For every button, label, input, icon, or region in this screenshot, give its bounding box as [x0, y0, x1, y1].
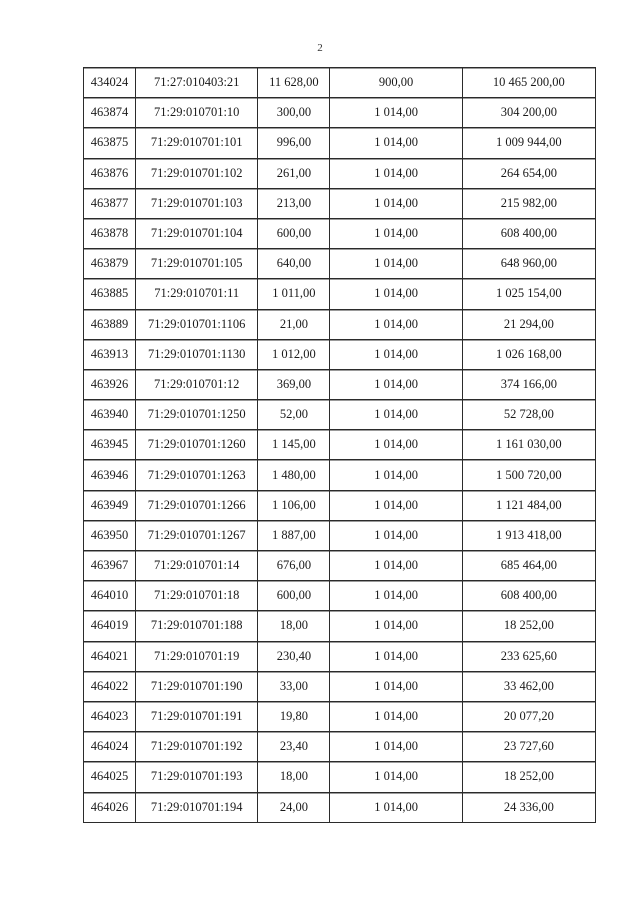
cell-area: 24,00 [258, 792, 330, 822]
cell-record-id: 463885 [84, 279, 136, 309]
cell-cadastral-number: 71:29:010701:1266 [136, 490, 258, 520]
cell-total-value: 264 654,00 [462, 158, 595, 188]
cell-cadastral-number: 71:29:010701:18 [136, 581, 258, 611]
table-row [84, 460, 596, 490]
cell-rate: 1 014,00 [330, 249, 462, 279]
cell-area: 52,00 [258, 400, 330, 430]
cell-cadastral-number: 71:29:010701:102 [136, 158, 258, 188]
table-row [84, 218, 596, 248]
cell-rate: 1 014,00 [330, 339, 462, 369]
cell-area: 640,00 [258, 249, 330, 279]
cell-cadastral-number: 71:29:010701:192 [136, 732, 258, 762]
cell-rate: 1 014,00 [330, 490, 462, 520]
cell-area: 996,00 [258, 128, 330, 158]
cell-record-id: 464024 [84, 732, 136, 762]
cell-rate: 1 014,00 [330, 128, 462, 158]
cell-total-value: 23 727,60 [462, 732, 595, 762]
table-row [84, 430, 596, 460]
cell-area: 230,40 [258, 641, 330, 671]
cell-area: 600,00 [258, 218, 330, 248]
table-row [84, 279, 596, 309]
table-row [84, 339, 596, 369]
cell-rate: 1 014,00 [330, 430, 462, 460]
table-row [84, 98, 596, 128]
cell-area: 33,00 [258, 671, 330, 701]
land-plots-table [83, 67, 596, 823]
cell-cadastral-number: 71:29:010701:10 [136, 98, 258, 128]
cell-cadastral-number: 71:29:010701:11 [136, 279, 258, 309]
cell-record-id: 464021 [84, 641, 136, 671]
cell-cadastral-number: 71:29:010701:101 [136, 128, 258, 158]
cell-total-value: 33 462,00 [462, 671, 595, 701]
cell-total-value: 685 464,00 [462, 551, 595, 581]
cell-rate: 1 014,00 [330, 188, 462, 218]
table-row [84, 369, 596, 399]
cell-area: 23,40 [258, 732, 330, 762]
table-row [84, 309, 596, 339]
cell-cadastral-number: 71:29:010701:1260 [136, 430, 258, 460]
cell-area: 18,00 [258, 762, 330, 792]
cell-area: 369,00 [258, 369, 330, 399]
cell-total-value: 10 465 200,00 [462, 68, 595, 98]
table-row [84, 188, 596, 218]
cell-total-value: 20 077,20 [462, 701, 595, 731]
table-row [84, 68, 596, 98]
table-row [84, 611, 596, 641]
table-row [84, 520, 596, 550]
cell-area: 261,00 [258, 158, 330, 188]
table-row [84, 792, 596, 822]
table-body [84, 68, 596, 823]
cell-cadastral-number: 71:29:010701:104 [136, 218, 258, 248]
cell-rate: 1 014,00 [330, 218, 462, 248]
cell-total-value: 24 336,00 [462, 792, 595, 822]
cell-total-value: 648 960,00 [462, 249, 595, 279]
table-row [84, 581, 596, 611]
cell-area: 213,00 [258, 188, 330, 218]
page-number: 2 [317, 42, 323, 54]
cell-area: 18,00 [258, 611, 330, 641]
cell-area: 21,00 [258, 309, 330, 339]
cell-record-id: 463877 [84, 188, 136, 218]
cell-record-id: 463875 [84, 128, 136, 158]
cell-rate: 1 014,00 [330, 98, 462, 128]
cell-record-id: 464019 [84, 611, 136, 641]
cell-area: 1 480,00 [258, 460, 330, 490]
cell-record-id: 464025 [84, 762, 136, 792]
cell-cadastral-number: 71:29:010701:19 [136, 641, 258, 671]
cell-total-value: 1 500 720,00 [462, 460, 595, 490]
cell-rate: 1 014,00 [330, 369, 462, 399]
cell-cadastral-number: 71:29:010701:191 [136, 701, 258, 731]
cell-record-id: 463889 [84, 309, 136, 339]
cell-record-id: 464010 [84, 581, 136, 611]
cell-rate: 1 014,00 [330, 671, 462, 701]
cell-total-value: 608 400,00 [462, 218, 595, 248]
cell-record-id: 463940 [84, 400, 136, 430]
cell-record-id: 463946 [84, 460, 136, 490]
cell-rate: 1 014,00 [330, 279, 462, 309]
cell-cadastral-number: 71:27:010403:21 [136, 68, 258, 98]
cell-record-id: 463945 [84, 430, 136, 460]
cell-record-id: 463879 [84, 249, 136, 279]
cell-cadastral-number: 71:29:010701:190 [136, 671, 258, 701]
cell-cadastral-number: 71:29:010701:194 [136, 792, 258, 822]
cell-total-value: 1 121 484,00 [462, 490, 595, 520]
cell-record-id: 464022 [84, 671, 136, 701]
cell-total-value: 1 913 418,00 [462, 520, 595, 550]
cell-total-value: 233 625,60 [462, 641, 595, 671]
cell-rate: 900,00 [330, 68, 462, 98]
cell-total-value: 52 728,00 [462, 400, 595, 430]
cell-total-value: 1 026 168,00 [462, 339, 595, 369]
cell-cadastral-number: 71:29:010701:1250 [136, 400, 258, 430]
cell-rate: 1 014,00 [330, 309, 462, 339]
cell-area: 11 628,00 [258, 68, 330, 98]
cell-total-value: 18 252,00 [462, 611, 595, 641]
cell-rate: 1 014,00 [330, 460, 462, 490]
cell-rate: 1 014,00 [330, 611, 462, 641]
table-row [84, 701, 596, 731]
cell-area: 1 106,00 [258, 490, 330, 520]
cell-rate: 1 014,00 [330, 792, 462, 822]
cell-total-value: 18 252,00 [462, 762, 595, 792]
cell-record-id: 463949 [84, 490, 136, 520]
cell-cadastral-number: 71:29:010701:193 [136, 762, 258, 792]
cell-record-id: 463950 [84, 520, 136, 550]
cell-total-value: 374 166,00 [462, 369, 595, 399]
cell-cadastral-number: 71:29:010701:188 [136, 611, 258, 641]
cell-area: 600,00 [258, 581, 330, 611]
cell-area: 1 011,00 [258, 279, 330, 309]
cell-rate: 1 014,00 [330, 762, 462, 792]
cell-record-id: 463874 [84, 98, 136, 128]
table-row [84, 671, 596, 701]
cell-rate: 1 014,00 [330, 641, 462, 671]
cell-record-id: 434024 [84, 68, 136, 98]
cell-total-value: 215 982,00 [462, 188, 595, 218]
cell-cadastral-number: 71:29:010701:12 [136, 369, 258, 399]
cell-record-id: 463926 [84, 369, 136, 399]
cell-cadastral-number: 71:29:010701:103 [136, 188, 258, 218]
table-row [84, 641, 596, 671]
cell-rate: 1 014,00 [330, 400, 462, 430]
cell-rate: 1 014,00 [330, 701, 462, 731]
cell-record-id: 463878 [84, 218, 136, 248]
cell-area: 19,80 [258, 701, 330, 731]
table-row [84, 762, 596, 792]
cell-rate: 1 014,00 [330, 581, 462, 611]
cell-rate: 1 014,00 [330, 551, 462, 581]
table-row [84, 490, 596, 520]
cell-area: 300,00 [258, 98, 330, 128]
table-row [84, 128, 596, 158]
cell-area: 1 887,00 [258, 520, 330, 550]
cell-area: 1 012,00 [258, 339, 330, 369]
cell-record-id: 463913 [84, 339, 136, 369]
cell-rate: 1 014,00 [330, 520, 462, 550]
cell-record-id: 463876 [84, 158, 136, 188]
cell-total-value: 1 025 154,00 [462, 279, 595, 309]
table-row [84, 249, 596, 279]
cell-record-id: 464026 [84, 792, 136, 822]
cell-cadastral-number: 71:29:010701:14 [136, 551, 258, 581]
cell-total-value: 608 400,00 [462, 581, 595, 611]
cell-cadastral-number: 71:29:010701:105 [136, 249, 258, 279]
cell-cadastral-number: 71:29:010701:1106 [136, 309, 258, 339]
cell-rate: 1 014,00 [330, 732, 462, 762]
cell-cadastral-number: 71:29:010701:1267 [136, 520, 258, 550]
cell-rate: 1 014,00 [330, 158, 462, 188]
table-row [84, 551, 596, 581]
cell-total-value: 21 294,00 [462, 309, 595, 339]
cell-total-value: 1 161 030,00 [462, 430, 595, 460]
cell-record-id: 464023 [84, 701, 136, 731]
table-row [84, 400, 596, 430]
cell-area: 676,00 [258, 551, 330, 581]
table-row [84, 158, 596, 188]
cell-total-value: 304 200,00 [462, 98, 595, 128]
table-row [84, 732, 596, 762]
cell-total-value: 1 009 944,00 [462, 128, 595, 158]
cell-record-id: 463967 [84, 551, 136, 581]
cell-area: 1 145,00 [258, 430, 330, 460]
cell-cadastral-number: 71:29:010701:1263 [136, 460, 258, 490]
cell-cadastral-number: 71:29:010701:1130 [136, 339, 258, 369]
